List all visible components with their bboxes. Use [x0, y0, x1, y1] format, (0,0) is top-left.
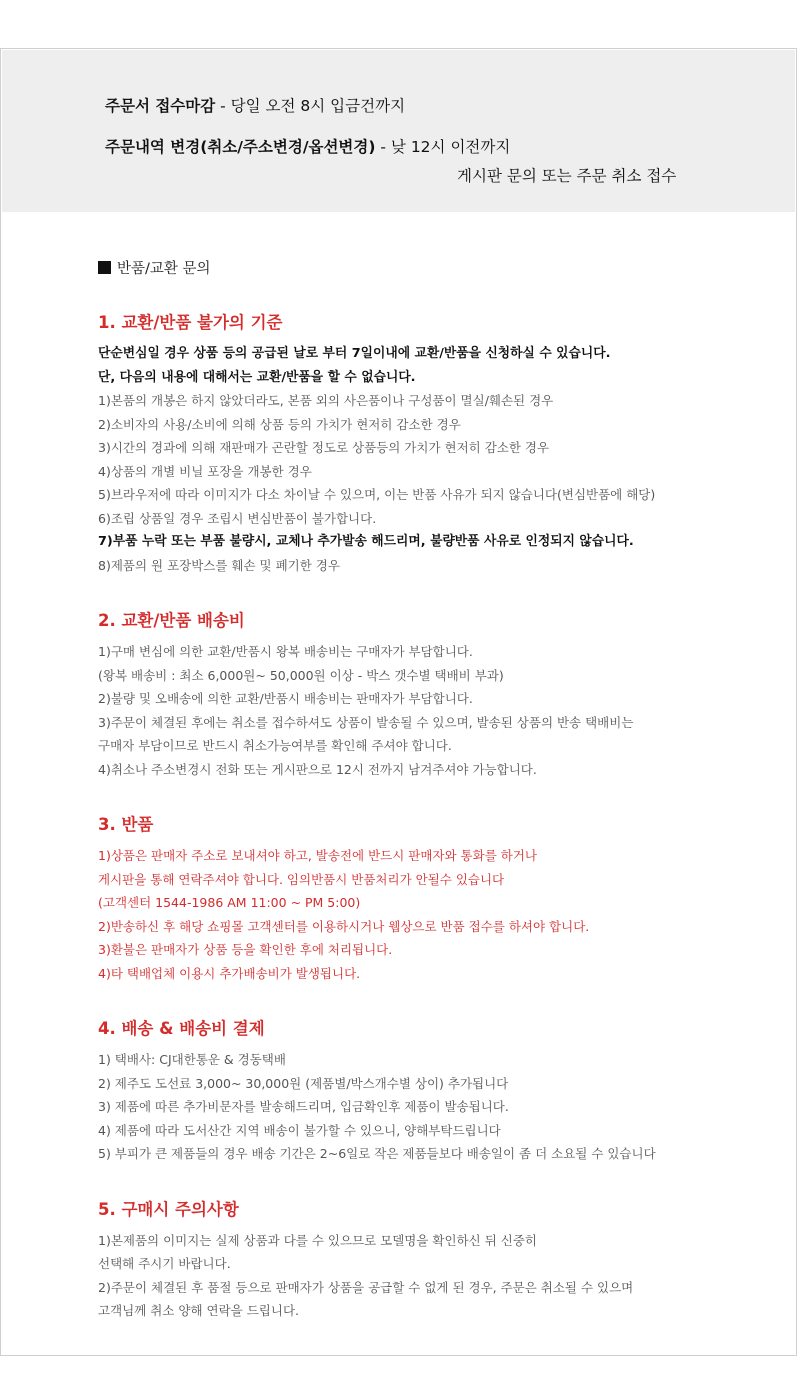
policy-line: 1)본품의 개봉은 하지 않았더라도, 본품 외의 사은품이나 구성품이 멸실/훼손된 경우 [98, 393, 554, 408]
policy-line: 4)상품의 개별 비닐 포장을 개봉한 경우 [98, 463, 312, 479]
policy-line: 7)부품 누락 또는 부품 불량시, 교체나 추가발송 해드리며, 불량반품 사유로 인정되지 않습니다. [98, 534, 634, 549]
section-purchase-notes [98, 1196, 758, 1323]
policy-line: (고객센터 1544-1986 AM 11:00 ~ PM 5:00) [98, 895, 361, 910]
policy-line: 단순변심일 경우 상품 등의 공급된 날로 부터 7일이내에 교환/반품을 신청하실 수 있습니다. [98, 346, 611, 361]
policy-line: 1)구매 변심에 의한 교환/반품시 왕복 배송비는 구매자가 부담합니다. [98, 644, 473, 659]
section-shipping-payment [98, 1015, 758, 1166]
policy-line: 1) 택배사: CJ대한통운 & 경동택배 [98, 1052, 286, 1067]
section-return-shipping-fee [98, 607, 758, 781]
policy-line: 4)타 택배업체 이용시 추가배송비가 발생됩니다. [98, 965, 361, 981]
order-change-notice [105, 135, 510, 157]
policy-line: 선택해 주시기 바랍니다. [98, 1256, 231, 1271]
policy-line: 2)주문이 체결된 후 품절 등으로 판매자가 상품을 공급할 수 없게 된 경우, 주문은 취소될 수 있으며 [98, 1279, 634, 1295]
order-notice-box [2, 50, 795, 212]
policy-line: 고객님께 취소 양해 연락을 드립니다. [98, 1303, 299, 1318]
policy-line: 6)조립 상품일 경우 조립시 변심반품이 불가합니다. [98, 510, 377, 526]
section-exchange-return-criteria [98, 309, 758, 577]
order-change-notice-2: 게시판 문의 또는 주문 취소 접수 [457, 167, 677, 185]
order-deadline-label: 주문서 접수마감 [105, 97, 216, 115]
section-title: 2. 교환/반품 배송비 [98, 611, 245, 630]
policy-frame [0, 48, 797, 1356]
section-return [98, 811, 758, 985]
square-bullet-icon [98, 261, 111, 274]
policy-line: 3)환불은 판매자가 상품 등을 확인한 후에 처리됩니다. [98, 942, 393, 957]
policy-line: 8)제품의 원 포장박스를 훼손 및 폐기한 경우 [98, 557, 340, 573]
policy-line: 1)상품은 판매자 주소로 보내셔야 하고, 발송전에 반드시 판매자와 통화를 하거나 [98, 848, 537, 863]
policy-line: 5) 부피가 큰 제품들의 경우 배송 기간은 2~6일로 작은 제품들보다 배송일이 좀 더 소요될 수 있습니다 [98, 1146, 656, 1161]
order-change-label: 주문내역 변경(취소/주소변경/옵션변경) [105, 138, 376, 156]
policy-line: 2)불량 및 오배송에 의한 교환/반품시 배송비는 판매자가 부담합니다. [98, 691, 473, 706]
return-exchange-title: 반품/교환 문의 [117, 261, 211, 277]
order-change-text: - 낮 12시 이전까지 [375, 138, 511, 156]
policy-line: 4)취소나 주소변경시 전화 또는 게시판으로 12시 전까지 남겨주셔야 가능합니다. [98, 761, 537, 777]
policy-line: 2)소비자의 사용/소비에 의해 상품 등의 가치가 현저히 감소한 경우 [98, 416, 461, 432]
section-title: 5. 구매시 주의사항 [98, 1199, 239, 1219]
policy-line: 구매자 부담이므로 반드시 취소가능여부를 확인해 주셔야 합니다. [98, 738, 452, 753]
return-exchange-header [98, 257, 758, 278]
policy-line: 2)반송하신 후 해당 쇼핑몰 고객센터를 이용하시거나 웹상으로 반품 접수를 하셔야 합니다. [98, 918, 590, 934]
policy-line: 3)주문이 체결된 후에는 취소를 접수하셔도 상품이 발송될 수 있으며, 발송된 상품의 반송 택배비는 [98, 714, 634, 730]
section-title: 3. 반품 [98, 815, 154, 834]
section-title: 4. 배송 & 배송비 결제 [98, 1019, 265, 1038]
policy-line: 2) 제주도 도선료 3,000~ 30,000원 (제품별/박스개수별 상이) 추가됩니다 [98, 1075, 509, 1091]
policy-line: 3) 제품에 따른 추가비문자를 발송해드리며, 입금확인후 제품이 발송됩니다. [98, 1099, 509, 1114]
policy-content [98, 257, 758, 1353]
order-deadline-notice [105, 94, 405, 116]
policy-line: 5)브라우저에 따라 이미지가 다소 차이날 수 있으며, 이는 반품 사유가 되지 않습니다(변심반품에 해당) [98, 487, 656, 502]
policy-line: 1)본제품의 이미지는 실제 상품과 다를 수 있으므로 모델명을 확인하신 뒤 신중히 [98, 1232, 537, 1248]
policy-line: 게시판을 통해 연락주셔야 합니다. 임의반품시 반품처리가 안될수 있습니다 [98, 871, 505, 887]
policy-line: 3)시간의 경과에 의해 재판매가 곤란할 정도로 상품등의 가치가 현저히 감소한 경우 [98, 440, 550, 455]
policy-line: 단, 다음의 내용에 대해서는 교환/반품을 할 수 없습니다. [98, 369, 416, 385]
policy-line: 4) 제품에 따라 도서산간 지역 배송이 불가할 수 있으니, 양해부탁드립니다 [98, 1122, 501, 1138]
section-title: 1. 교환/반품 불가의 기준 [98, 313, 283, 332]
order-deadline-text: - 당일 오전 8시 입금건까지 [215, 97, 406, 115]
policy-line: (왕복 배송비 : 최소 6,000원~ 50,000원 이상 - 박스 갯수별 택배비 부과) [98, 667, 504, 683]
